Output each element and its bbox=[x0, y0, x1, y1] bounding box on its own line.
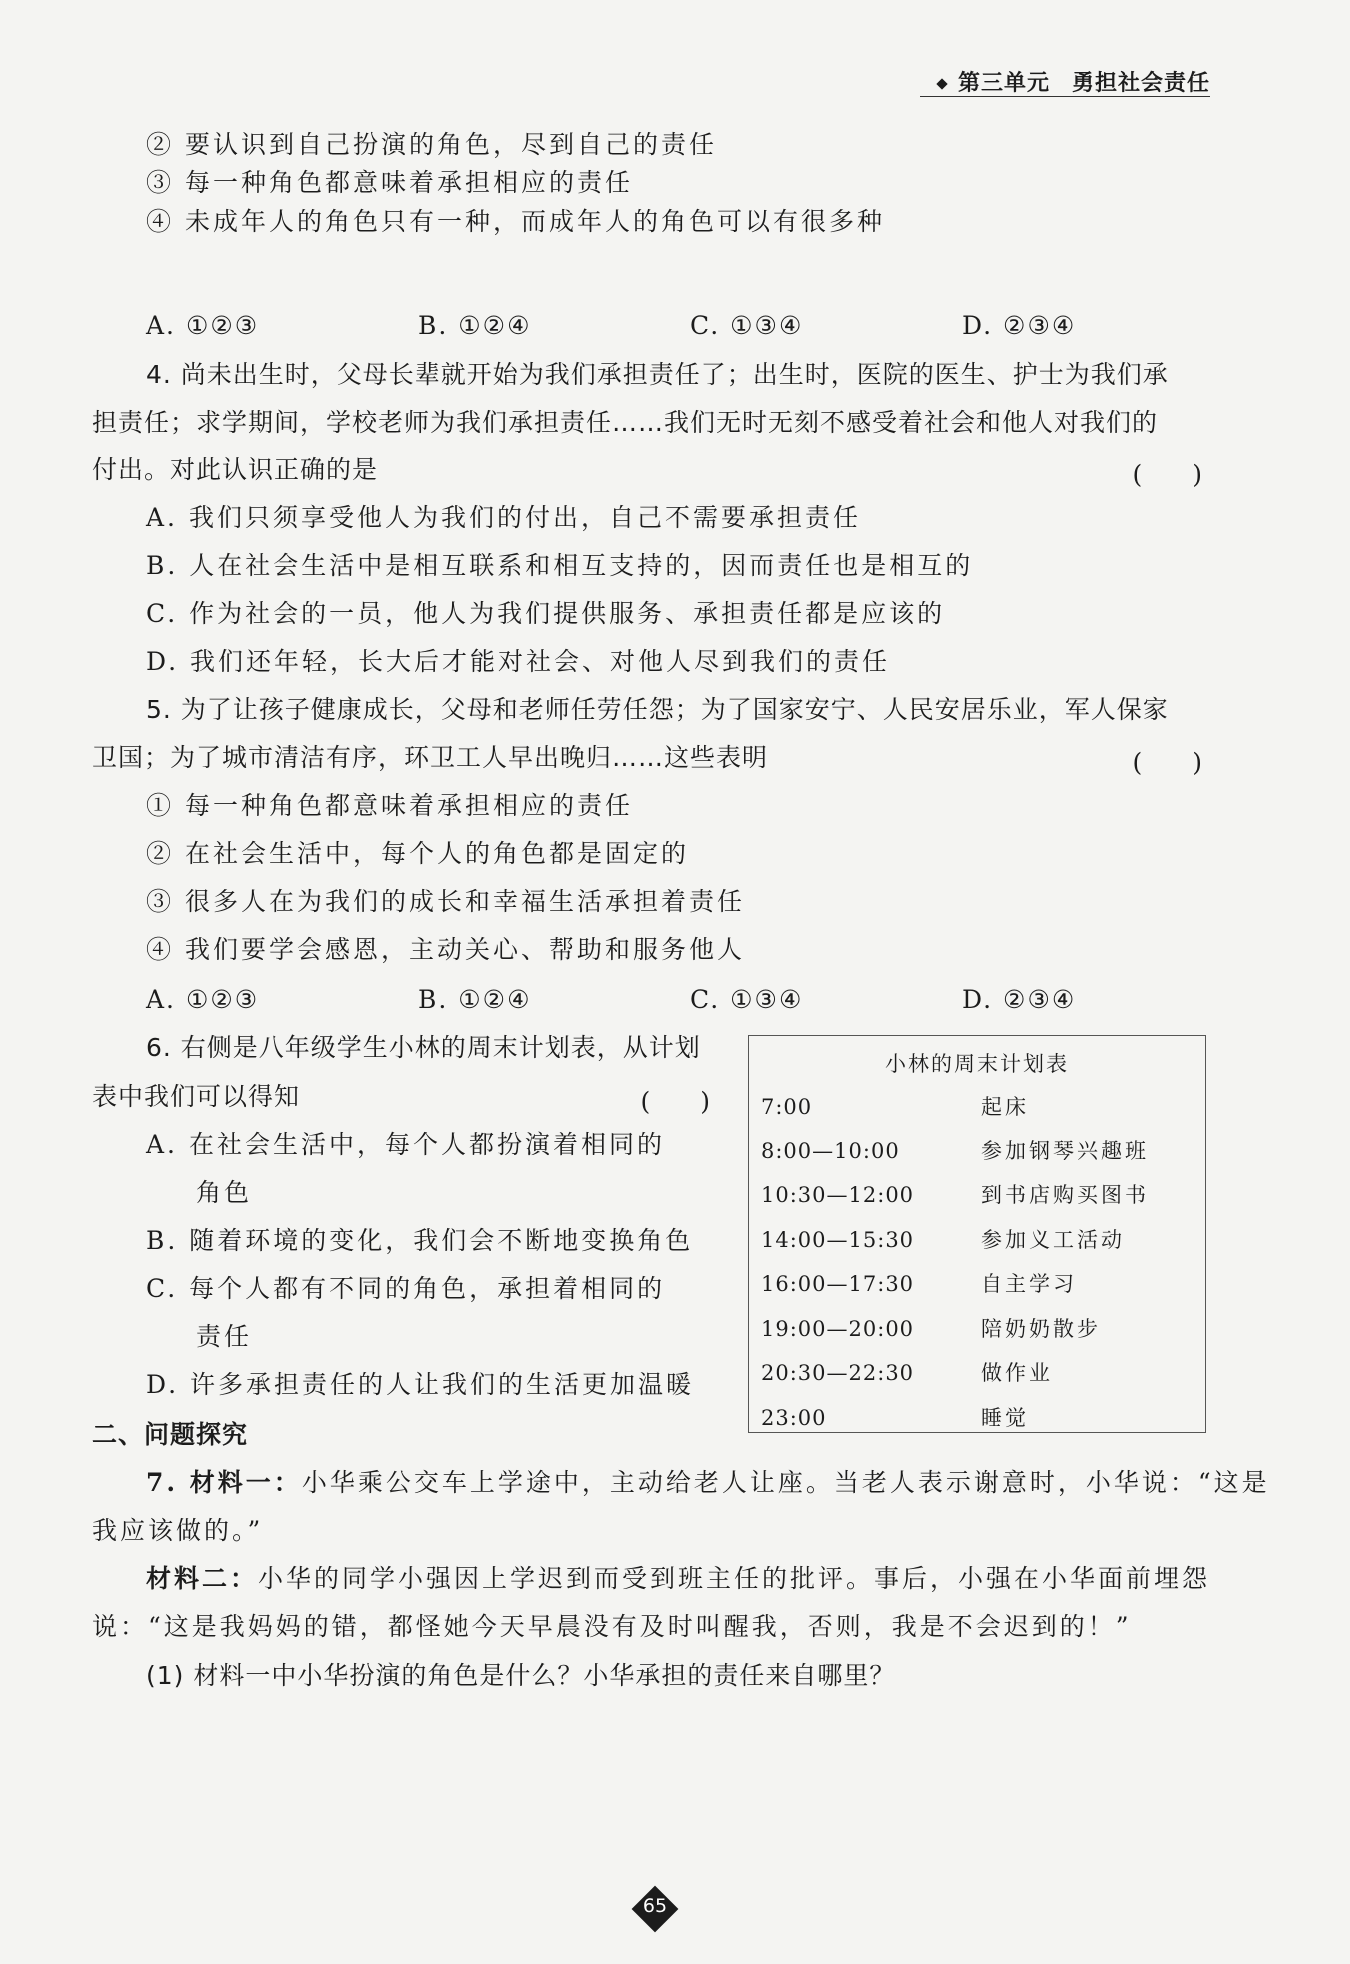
schedule-row bbox=[761, 1402, 1029, 1432]
q6-option-c-line-1: C. 每个人都有不同的角色，承担着相同的 bbox=[146, 1274, 666, 1303]
q7-material-1-text: 小华乘公交车上学途中，主动给老人让座。当老人表示谢意时，小华说：“这是 bbox=[301, 1468, 1270, 1497]
q4-option-c: C. 作为社会的一员，他人为我们提供服务、承担责任都是应该的 bbox=[146, 599, 946, 628]
q7-material-2-label: 材料二： bbox=[146, 1564, 259, 1593]
q6-line-1: 6. 右侧是八年级学生小林的周末计划表，从计划 bbox=[146, 1033, 701, 1062]
q7-material-2-line-1 bbox=[146, 1564, 1210, 1594]
schedule-activity: 做作业 bbox=[981, 1361, 1053, 1385]
schedule-title: 小林的周末计划表 bbox=[885, 1052, 1069, 1076]
q3-statement-3: ③ 每一种角色都意味着承担相应的责任 bbox=[146, 168, 633, 197]
schedule-row bbox=[761, 1313, 1101, 1343]
q5-option-d: D. ②③④ bbox=[962, 985, 1077, 1014]
q3-option-a: A. ①②③ bbox=[146, 311, 260, 340]
q4-option-d: D. 我们还年轻，长大后才能对社会、对他人尽到我们的责任 bbox=[146, 647, 891, 676]
weekend-schedule-table bbox=[748, 1035, 1206, 1433]
schedule-row bbox=[761, 1357, 1053, 1387]
q6-option-c-line-2: 责任 bbox=[196, 1322, 253, 1351]
q6-option-d: D. 许多承担责任的人让我们的生活更加温暖 bbox=[146, 1370, 695, 1399]
q6-option-b: B. 随着环境的变化，我们会不断地变换角色 bbox=[146, 1226, 694, 1255]
q5-statement-4: ④ 我们要学会感恩，主动关心、帮助和服务他人 bbox=[146, 935, 745, 964]
schedule-row bbox=[761, 1135, 1149, 1165]
section-heading: 二、问题探究 bbox=[92, 1420, 249, 1449]
header-rule bbox=[920, 96, 1210, 97]
unit-label: 第三单元 bbox=[957, 71, 1050, 96]
schedule-activity: 睡觉 bbox=[981, 1406, 1029, 1430]
q4-option-a: A. 我们只须享受他人为我们的付出，自己不需要承担责任 bbox=[146, 503, 861, 532]
schedule-time: 7:00 bbox=[761, 1095, 813, 1119]
q3-statement-2: ② 要认识到自己扮演的角色，尽到自己的责任 bbox=[146, 130, 717, 159]
schedule-time: 19:00—20:00 bbox=[761, 1317, 915, 1341]
q7-subquestion-1: (1) 材料一中小华扮演的角色是什么？小华承担的责任来自哪里？ bbox=[146, 1661, 896, 1690]
q5-answer-paren: ( ) bbox=[1132, 748, 1202, 777]
schedule-time: 8:00—10:00 bbox=[761, 1139, 900, 1163]
q6-answer-paren: ( ) bbox=[640, 1087, 710, 1116]
q4-line-1: 4. 尚未出生时，父母长辈就开始为我们承担责任了；出生时，医院的医生、护士为我们承 bbox=[146, 360, 1169, 389]
q5-line-1: 5. 为了让孩子健康成长，父母和老师任劳任怨；为了国家安宁、人民安居乐业，军人保家 bbox=[146, 695, 1169, 724]
schedule-row bbox=[761, 1268, 1077, 1298]
q5-statement-3: ③ 很多人在为我们的成长和幸福生活承担着责任 bbox=[146, 887, 745, 916]
q4-option-b: B. 人在社会生活中是相互联系和相互支持的，因而责任也是相互的 bbox=[146, 551, 974, 580]
q3-option-b: B. ①②④ bbox=[418, 311, 532, 340]
schedule-time: 20:30—22:30 bbox=[761, 1361, 915, 1385]
schedule-row bbox=[761, 1091, 1029, 1121]
q5-line-2: 卫国；为了城市清洁有序，环卫工人早出晚归……这些表明 bbox=[92, 743, 769, 772]
q3-statement-4: ④ 未成年人的角色只有一种，而成年人的角色可以有很多种 bbox=[146, 207, 885, 236]
schedule-activity: 到书店购买图书 bbox=[981, 1183, 1149, 1207]
page-number: 65 bbox=[642, 1895, 668, 1917]
q5-option-b: B. ①②④ bbox=[418, 985, 532, 1014]
schedule-time: 10:30—12:00 bbox=[761, 1183, 915, 1207]
q5-statement-1: ① 每一种角色都意味着承担相应的责任 bbox=[146, 791, 633, 820]
q7-material-1-label: 7. 材料一： bbox=[146, 1468, 302, 1497]
schedule-activity: 起床 bbox=[981, 1095, 1029, 1119]
q7-material-1-line-1 bbox=[146, 1468, 1270, 1498]
q6-line-2: 表中我们可以得知 bbox=[92, 1082, 301, 1111]
schedule-time: 16:00—17:30 bbox=[761, 1272, 915, 1296]
q7-material-1-line-2: 我应该做的。” bbox=[92, 1516, 264, 1545]
q6-option-a-line-1: A. 在社会生活中，每个人都扮演着相同的 bbox=[146, 1130, 665, 1159]
schedule-activity: 参加义工活动 bbox=[981, 1228, 1125, 1252]
schedule-activity: 参加钢琴兴趣班 bbox=[981, 1139, 1149, 1163]
q5-option-c: C. ①③④ bbox=[690, 985, 804, 1014]
q7-material-2-text: 小华的同学小强因上学迟到而受到班主任的批评。事后，小强在小华面前埋怨 bbox=[258, 1564, 1211, 1593]
schedule-time: 14:00—15:30 bbox=[761, 1228, 915, 1252]
schedule-row bbox=[761, 1179, 1149, 1209]
running-header bbox=[938, 66, 1210, 97]
diamond-icon bbox=[936, 78, 947, 89]
page-number-badge bbox=[632, 1886, 678, 1932]
schedule-activity: 自主学习 bbox=[981, 1272, 1077, 1296]
schedule-row bbox=[761, 1224, 1125, 1254]
schedule-time: 23:00 bbox=[761, 1406, 827, 1430]
q4-line-2: 担责任；求学期间，学校老师为我们承担责任……我们无时无刻不感受着社会和他人对我们的 bbox=[92, 408, 1159, 437]
q4-answer-paren: ( ) bbox=[1132, 460, 1202, 489]
q5-statement-2: ② 在社会生活中，每个人的角色都是固定的 bbox=[146, 839, 689, 868]
q6-option-a-line-2: 角色 bbox=[196, 1178, 253, 1207]
schedule-activity: 陪奶奶散步 bbox=[981, 1317, 1101, 1341]
q3-option-d: D. ②③④ bbox=[962, 311, 1077, 340]
q3-option-c: C. ①③④ bbox=[690, 311, 804, 340]
q7-material-2-line-2: 说：“这是我妈妈的错，都怪她今天早晨没有及时叫醒我，否则，我是不会迟到的！” bbox=[92, 1612, 1132, 1641]
q5-option-a: A. ①②③ bbox=[146, 985, 260, 1014]
q4-line-3: 付出。对此认识正确的是 bbox=[92, 455, 379, 484]
unit-title: 勇担社会责任 bbox=[1071, 71, 1210, 96]
